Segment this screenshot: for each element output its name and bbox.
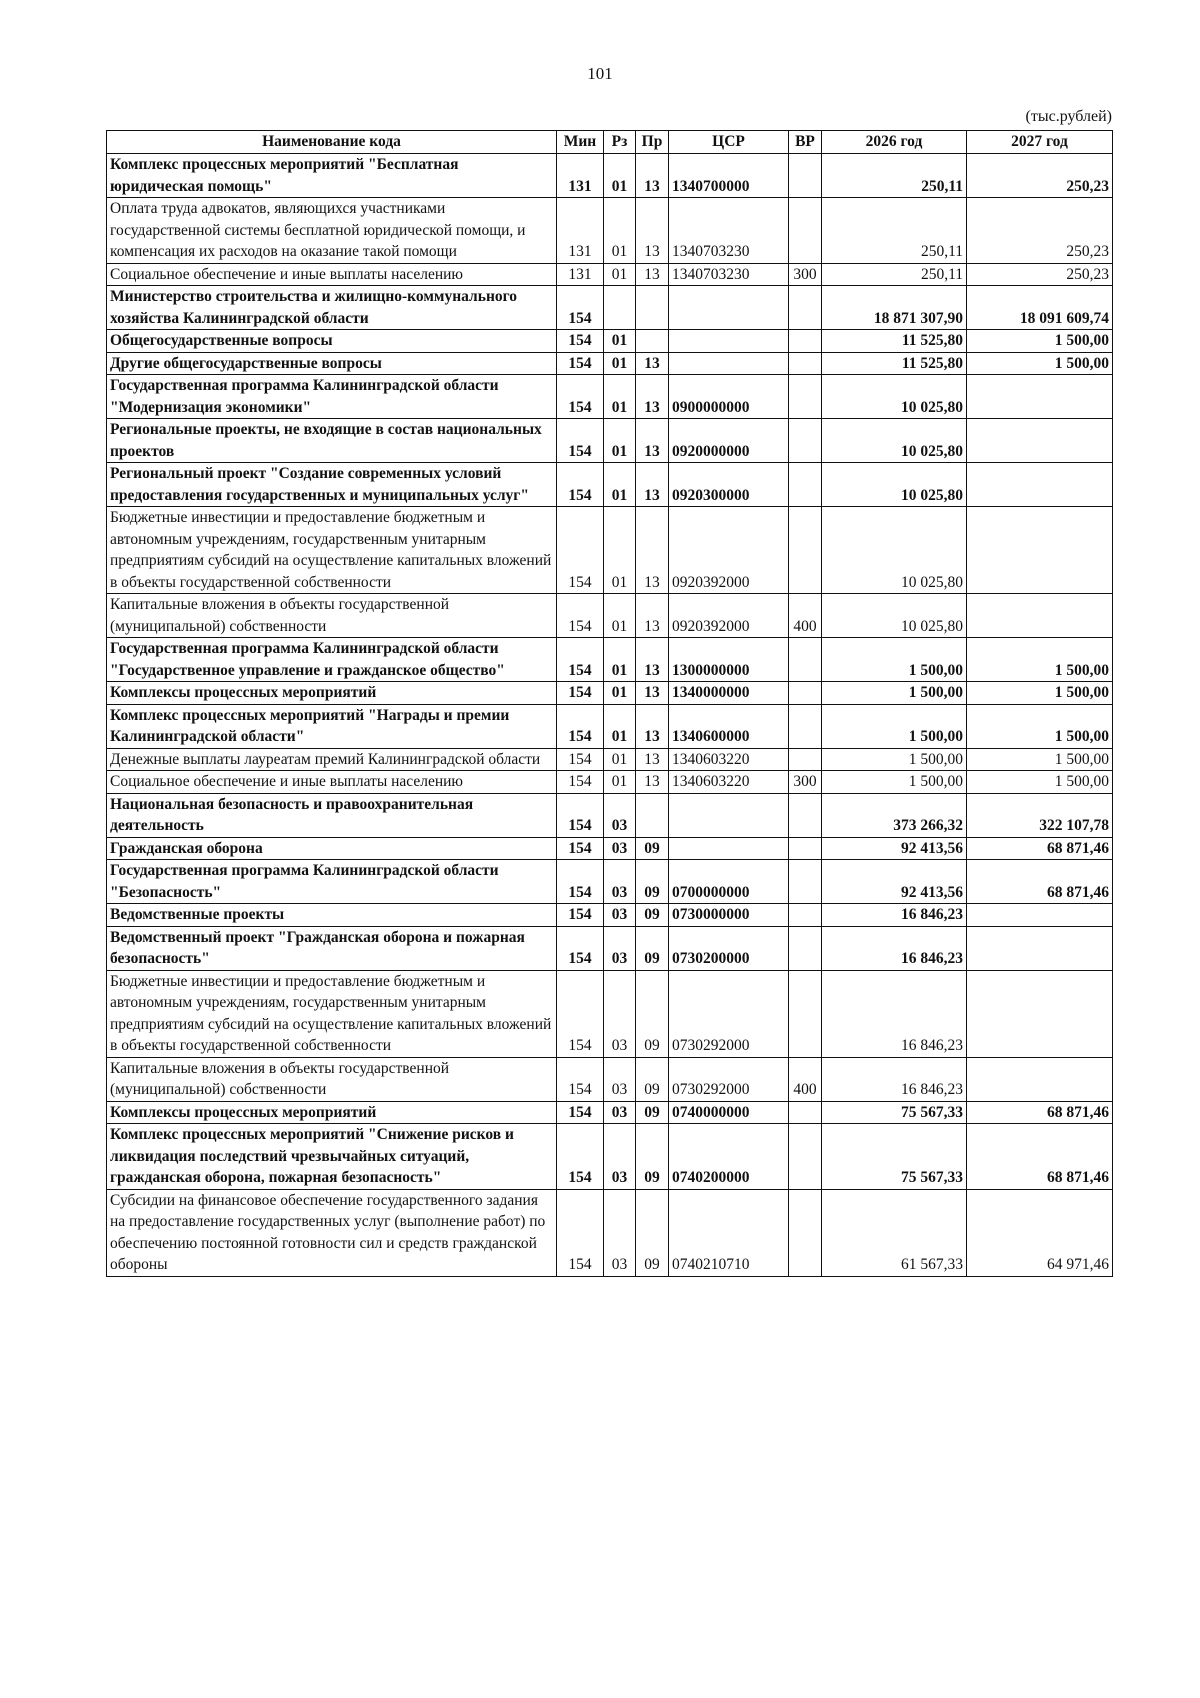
- cell-csr: 0730200000: [669, 926, 789, 970]
- units-label: (тыс.рублей): [1025, 108, 1112, 125]
- cell-rz: 01: [604, 330, 636, 353]
- cell-name: Социальное обеспечение и иные выплаты населению: [107, 263, 557, 286]
- cell-rz: 03: [604, 837, 636, 860]
- cell-pr: 13: [636, 154, 669, 198]
- cell-csr: 1340703230: [669, 198, 789, 264]
- cell-min: 154: [557, 286, 604, 330]
- cell-csr: 0730000000: [669, 904, 789, 927]
- cell-name: Региональные проекты, не входящие в состав национальных проектов: [107, 419, 557, 463]
- cell-year-2026: 16 846,23: [822, 1057, 967, 1101]
- cell-min: 131: [557, 263, 604, 286]
- table-row: [107, 771, 1113, 794]
- cell-min: 154: [557, 926, 604, 970]
- cell-rz: 01: [604, 375, 636, 419]
- cell-min: 154: [557, 837, 604, 860]
- cell-rz: 01: [604, 263, 636, 286]
- cell-year-2026: 16 846,23: [822, 926, 967, 970]
- cell-year-2027: [967, 970, 1113, 1057]
- cell-pr: 09: [636, 1189, 669, 1276]
- table-row: [107, 748, 1113, 771]
- header-min: Мин: [557, 131, 604, 154]
- cell-pr: [636, 286, 669, 330]
- table-row: [107, 1124, 1113, 1190]
- cell-csr: 1340603220: [669, 748, 789, 771]
- cell-csr: 0700000000: [669, 860, 789, 904]
- cell-pr: [636, 330, 669, 353]
- cell-pr: 13: [636, 594, 669, 638]
- cell-year-2026: 373 266,32: [822, 793, 967, 837]
- cell-pr: 13: [636, 507, 669, 594]
- cell-rz: 01: [604, 352, 636, 375]
- header-2027: 2027 год: [967, 131, 1113, 154]
- cell-year-2027: 1 500,00: [967, 638, 1113, 682]
- cell-year-2026: 1 500,00: [822, 704, 967, 748]
- table-row: [107, 154, 1113, 198]
- cell-vr: [789, 507, 822, 594]
- cell-rz: 03: [604, 970, 636, 1057]
- cell-year-2026: 250,11: [822, 263, 967, 286]
- cell-min: 154: [557, 1124, 604, 1190]
- cell-name: Комплексы процессных мероприятий: [107, 1101, 557, 1124]
- table-row: [107, 638, 1113, 682]
- cell-vr: [789, 638, 822, 682]
- table-row: [107, 860, 1113, 904]
- cell-year-2026: 16 846,23: [822, 970, 967, 1057]
- cell-rz: 01: [604, 594, 636, 638]
- cell-year-2027: [967, 507, 1113, 594]
- cell-year-2027: [967, 419, 1113, 463]
- cell-csr: 0740200000: [669, 1124, 789, 1190]
- cell-vr: 400: [789, 594, 822, 638]
- table-row: [107, 507, 1113, 594]
- cell-pr: 13: [636, 704, 669, 748]
- table-row: [107, 419, 1113, 463]
- cell-year-2026: 10 025,80: [822, 463, 967, 507]
- cell-name: Государственная программа Калининградской области "Модернизация экономики": [107, 375, 557, 419]
- cell-year-2027: 1 500,00: [967, 352, 1113, 375]
- cell-vr: 300: [789, 263, 822, 286]
- table-row: [107, 375, 1113, 419]
- cell-rz: 01: [604, 463, 636, 507]
- cell-min: 154: [557, 970, 604, 1057]
- cell-year-2027: [967, 926, 1113, 970]
- cell-year-2026: 61 567,33: [822, 1189, 967, 1276]
- cell-min: 154: [557, 1189, 604, 1276]
- cell-year-2027: 1 500,00: [967, 704, 1113, 748]
- cell-min: 154: [557, 463, 604, 507]
- cell-name: Капитальные вложения в объекты государственной (муниципальной) собственности: [107, 1057, 557, 1101]
- table-row: [107, 837, 1113, 860]
- cell-year-2027: 68 871,46: [967, 837, 1113, 860]
- cell-csr: 1340603220: [669, 771, 789, 794]
- cell-rz: 01: [604, 198, 636, 264]
- cell-vr: [789, 330, 822, 353]
- header-pr: Пр: [636, 131, 669, 154]
- cell-vr: [789, 463, 822, 507]
- cell-year-2027: [967, 904, 1113, 927]
- cell-vr: [789, 352, 822, 375]
- cell-year-2026: 10 025,80: [822, 419, 967, 463]
- header-rz: Рз: [604, 131, 636, 154]
- cell-year-2027: 322 107,78: [967, 793, 1113, 837]
- cell-vr: [789, 419, 822, 463]
- cell-vr: [789, 1189, 822, 1276]
- table-row: [107, 594, 1113, 638]
- cell-csr: 1340703230: [669, 263, 789, 286]
- cell-year-2026: 18 871 307,90: [822, 286, 967, 330]
- cell-vr: [789, 375, 822, 419]
- cell-name: Государственная программа Калининградской области "Государственное управление и гражданское общество": [107, 638, 557, 682]
- cell-csr: 1340000000: [669, 682, 789, 705]
- cell-csr: 0920392000: [669, 594, 789, 638]
- cell-csr: 0900000000: [669, 375, 789, 419]
- table-row: [107, 1101, 1113, 1124]
- cell-year-2027: 250,23: [967, 198, 1113, 264]
- header-vr: ВР: [789, 131, 822, 154]
- header-2026: 2026 год: [822, 131, 967, 154]
- header-name: Наименование кода: [107, 131, 557, 154]
- cell-csr: 0740210710: [669, 1189, 789, 1276]
- cell-year-2027: 68 871,46: [967, 1101, 1113, 1124]
- cell-min: 131: [557, 198, 604, 264]
- cell-year-2027: 1 500,00: [967, 330, 1113, 353]
- cell-min: 154: [557, 419, 604, 463]
- cell-min: 154: [557, 704, 604, 748]
- cell-min: 154: [557, 638, 604, 682]
- cell-year-2026: 75 567,33: [822, 1124, 967, 1190]
- cell-rz: 03: [604, 793, 636, 837]
- cell-rz: 03: [604, 904, 636, 927]
- table-body: [107, 154, 1113, 1277]
- cell-year-2026: 11 525,80: [822, 352, 967, 375]
- cell-vr: [789, 682, 822, 705]
- cell-rz: 01: [604, 748, 636, 771]
- cell-name: Государственная программа Калининградской области "Безопасность": [107, 860, 557, 904]
- cell-csr: 0740000000: [669, 1101, 789, 1124]
- table-row: [107, 1057, 1113, 1101]
- cell-rz: 03: [604, 860, 636, 904]
- cell-min: 154: [557, 594, 604, 638]
- cell-pr: 09: [636, 860, 669, 904]
- cell-min: 154: [557, 793, 604, 837]
- cell-year-2026: 1 500,00: [822, 682, 967, 705]
- cell-rz: 03: [604, 926, 636, 970]
- cell-rz: 01: [604, 682, 636, 705]
- cell-year-2027: 1 500,00: [967, 748, 1113, 771]
- cell-csr: 0920392000: [669, 507, 789, 594]
- cell-year-2026: 1 500,00: [822, 638, 967, 682]
- cell-year-2026: 1 500,00: [822, 771, 967, 794]
- cell-year-2026: 10 025,80: [822, 507, 967, 594]
- cell-name: Денежные выплаты лауреатам премий Калининградской области: [107, 748, 557, 771]
- cell-name: Комплекс процессных мероприятий "Снижение рисков и ликвидация последствий чрезвычайных ситуаций, гражданская оборона, пожарная безопасность": [107, 1124, 557, 1190]
- cell-pr: 09: [636, 904, 669, 927]
- cell-csr: 0730292000: [669, 970, 789, 1057]
- cell-name: Гражданская оборона: [107, 837, 557, 860]
- cell-year-2027: [967, 1057, 1113, 1101]
- cell-vr: [789, 748, 822, 771]
- cell-min: 131: [557, 154, 604, 198]
- cell-year-2027: [967, 463, 1113, 507]
- cell-min: 154: [557, 904, 604, 927]
- cell-pr: 13: [636, 463, 669, 507]
- cell-vr: [789, 154, 822, 198]
- cell-year-2026: 1 500,00: [822, 748, 967, 771]
- table-row: [107, 1189, 1113, 1276]
- cell-name: Ведомственный проект "Гражданская оборона и пожарная безопасность": [107, 926, 557, 970]
- page-number: 101: [587, 64, 613, 83]
- cell-vr: [789, 793, 822, 837]
- cell-pr: 09: [636, 970, 669, 1057]
- cell-pr: 09: [636, 1124, 669, 1190]
- cell-vr: [789, 1101, 822, 1124]
- cell-year-2026: 16 846,23: [822, 904, 967, 927]
- cell-pr: 13: [636, 771, 669, 794]
- cell-year-2027: 250,23: [967, 154, 1113, 198]
- cell-pr: 13: [636, 638, 669, 682]
- table-row: [107, 793, 1113, 837]
- cell-vr: [789, 970, 822, 1057]
- cell-year-2027: 68 871,46: [967, 860, 1113, 904]
- cell-pr: 09: [636, 926, 669, 970]
- cell-rz: 03: [604, 1101, 636, 1124]
- cell-csr: [669, 330, 789, 353]
- cell-year-2026: 10 025,80: [822, 375, 967, 419]
- cell-vr: 300: [789, 771, 822, 794]
- cell-min: 154: [557, 771, 604, 794]
- table-row: [107, 704, 1113, 748]
- cell-name: Министерство строительства и жилищно-коммунального хозяйства Калининградской области: [107, 286, 557, 330]
- table-row: [107, 926, 1113, 970]
- cell-name: Социальное обеспечение и иные выплаты населению: [107, 771, 557, 794]
- cell-csr: 1340600000: [669, 704, 789, 748]
- cell-vr: [789, 860, 822, 904]
- table-row: [107, 352, 1113, 375]
- cell-year-2026: 11 525,80: [822, 330, 967, 353]
- cell-year-2027: 1 500,00: [967, 771, 1113, 794]
- cell-rz: 01: [604, 704, 636, 748]
- header-csr: ЦСР: [669, 131, 789, 154]
- cell-pr: 13: [636, 419, 669, 463]
- cell-min: 154: [557, 682, 604, 705]
- cell-min: 154: [557, 352, 604, 375]
- table-row: [107, 263, 1113, 286]
- cell-pr: 13: [636, 682, 669, 705]
- cell-rz: 01: [604, 771, 636, 794]
- cell-vr: [789, 286, 822, 330]
- cell-rz: 03: [604, 1057, 636, 1101]
- cell-name: Бюджетные инвестиции и предоставление бюджетным и автономным учреждениям, государственным унитарным предприятиям субсидий на осуществление капитальных вложений в объекты государственной собственности: [107, 507, 557, 594]
- cell-name: Оплата труда адвокатов, являющихся участниками государственной системы бесплатной юридической помощи, и компенсация их расходов на оказание такой помощи: [107, 198, 557, 264]
- cell-year-2026: 250,11: [822, 154, 967, 198]
- table-row: [107, 463, 1113, 507]
- cell-name: Бюджетные инвестиции и предоставление бюджетным и автономным учреждениям, государственным унитарным предприятиям субсидий на осуществление капитальных вложений в объекты государственной собственности: [107, 970, 557, 1057]
- cell-name: Ведомственные проекты: [107, 904, 557, 927]
- cell-csr: [669, 837, 789, 860]
- cell-name: Комплекс процессных мероприятий "Бесплатная юридическая помощь": [107, 154, 557, 198]
- cell-csr: 0730292000: [669, 1057, 789, 1101]
- cell-vr: [789, 1124, 822, 1190]
- cell-csr: 0920000000: [669, 419, 789, 463]
- cell-rz: [604, 286, 636, 330]
- cell-vr: [789, 904, 822, 927]
- table-row: [107, 286, 1113, 330]
- cell-min: 154: [557, 1101, 604, 1124]
- cell-vr: [789, 926, 822, 970]
- cell-name: Общегосударственные вопросы: [107, 330, 557, 353]
- cell-year-2027: 1 500,00: [967, 682, 1113, 705]
- cell-year-2026: 250,11: [822, 198, 967, 264]
- cell-year-2027: [967, 594, 1113, 638]
- table-row: [107, 970, 1113, 1057]
- cell-pr: 13: [636, 375, 669, 419]
- table-row: [107, 330, 1113, 353]
- cell-min: 154: [557, 507, 604, 594]
- cell-year-2026: 10 025,80: [822, 594, 967, 638]
- cell-pr: 13: [636, 263, 669, 286]
- cell-min: 154: [557, 860, 604, 904]
- cell-csr: 1300000000: [669, 638, 789, 682]
- cell-min: 154: [557, 748, 604, 771]
- cell-year-2027: 18 091 609,74: [967, 286, 1113, 330]
- table-row: [107, 682, 1113, 705]
- cell-name: Капитальные вложения в объекты государственной (муниципальной) собственности: [107, 594, 557, 638]
- cell-pr: 13: [636, 748, 669, 771]
- cell-rz: 01: [604, 638, 636, 682]
- cell-pr: 13: [636, 198, 669, 264]
- cell-csr: [669, 286, 789, 330]
- cell-rz: 03: [604, 1189, 636, 1276]
- cell-vr: [789, 704, 822, 748]
- cell-pr: 09: [636, 1101, 669, 1124]
- cell-pr: 13: [636, 352, 669, 375]
- table-header-row: [107, 131, 1113, 154]
- cell-year-2026: 92 413,56: [822, 860, 967, 904]
- cell-min: 154: [557, 375, 604, 419]
- cell-pr: [636, 793, 669, 837]
- cell-pr: 09: [636, 837, 669, 860]
- cell-name: Другие общегосударственные вопросы: [107, 352, 557, 375]
- cell-rz: 03: [604, 1124, 636, 1190]
- cell-min: 154: [557, 330, 604, 353]
- cell-pr: 09: [636, 1057, 669, 1101]
- cell-name: Комплексы процессных мероприятий: [107, 682, 557, 705]
- budget-table: [106, 130, 1113, 1277]
- cell-rz: 01: [604, 419, 636, 463]
- cell-year-2026: 75 567,33: [822, 1101, 967, 1124]
- cell-name: Национальная безопасность и правоохранительная деятельность: [107, 793, 557, 837]
- table-row: [107, 198, 1113, 264]
- cell-year-2027: 64 971,46: [967, 1189, 1113, 1276]
- cell-csr: [669, 352, 789, 375]
- cell-vr: [789, 198, 822, 264]
- cell-vr: [789, 837, 822, 860]
- cell-csr: 0920300000: [669, 463, 789, 507]
- cell-year-2027: 250,23: [967, 263, 1113, 286]
- cell-year-2027: 68 871,46: [967, 1124, 1113, 1190]
- cell-vr: 400: [789, 1057, 822, 1101]
- cell-year-2026: 92 413,56: [822, 837, 967, 860]
- cell-rz: 01: [604, 154, 636, 198]
- cell-year-2027: [967, 375, 1113, 419]
- table-row: [107, 904, 1113, 927]
- cell-name: Региональный проект "Создание современных условий предоставления государственных и муниципальных услуг": [107, 463, 557, 507]
- cell-name: Комплекс процессных мероприятий "Награды и премии Калининградской области": [107, 704, 557, 748]
- cell-min: 154: [557, 1057, 604, 1101]
- cell-rz: 01: [604, 507, 636, 594]
- cell-csr: [669, 793, 789, 837]
- cell-csr: 1340700000: [669, 154, 789, 198]
- cell-name: Субсидии на финансовое обеспечение государственного задания на предоставление государственных услуг (выполнение работ) по обеспечению постоянной готовности сил и средств гражданской обороны: [107, 1189, 557, 1276]
